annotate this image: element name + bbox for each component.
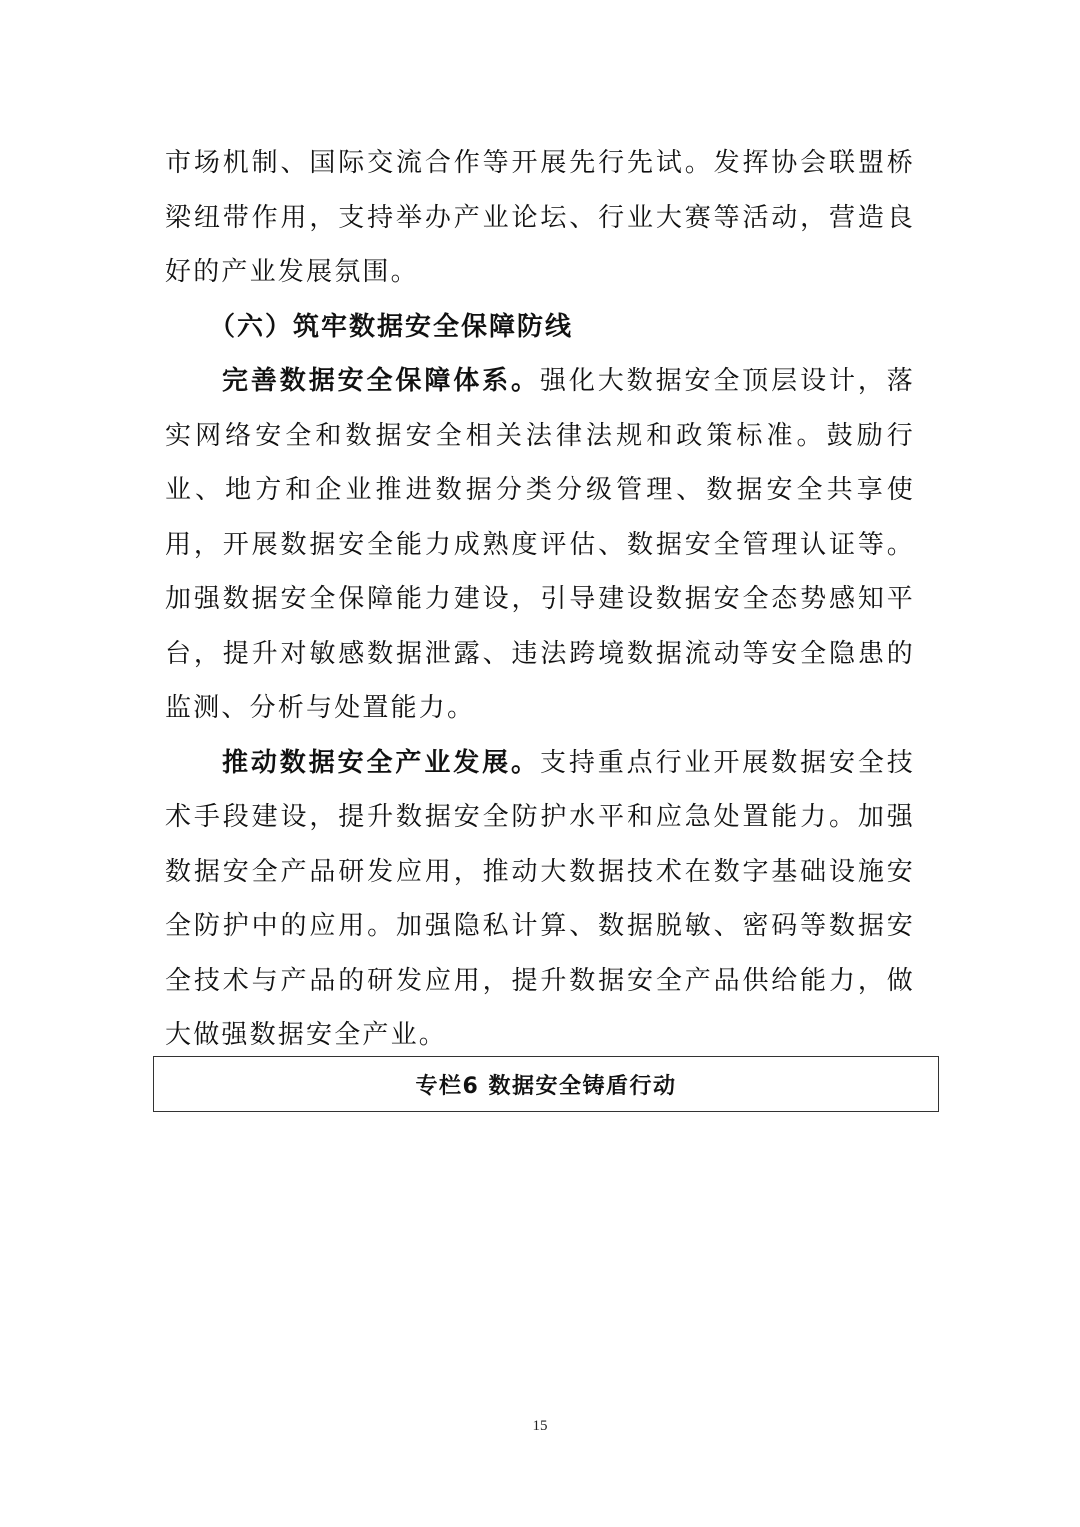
paragraph-data-security-system <box>165 354 915 736</box>
paragraph-body: 强化大数据安全顶层设计，落实网络安全和数据安全相关法律法规和政策标准。鼓励行业、地方和企业推进数据分类分级管理、数据安全共享使用，开展数据安全能力成熟度评估、数据安全管理认证等。加强数据安全保障能力建设，引导建设数据安全态势感知平台，提升对敏感数据泄露、违法跨境数据流动等安全隐患的监测、分析与处置能力。 <box>165 366 915 723</box>
column-box <box>153 1056 939 1112</box>
paragraph-continuation: 市场机制、国际交流合作等开展先行先试。发挥协会联盟桥梁纽带作用，支持举办产业论坛、行业大赛等活动，营造良好的产业发展氛围。 <box>165 148 915 287</box>
paragraph-lead: 推动数据安全产业发展。 <box>222 747 540 778</box>
document-body <box>165 136 915 1063</box>
page-number: 15 <box>532 1418 548 1434</box>
section-heading: （六）筑牢数据安全保障防线 <box>209 311 574 342</box>
paragraph-data-security-industry <box>165 736 915 1063</box>
column-box-title: 专栏6 数据安全铸盾行动 <box>415 1073 677 1099</box>
paragraph-lead: 完善数据安全保障体系。 <box>222 366 540 396</box>
paragraph-body: 支持重点行业开展数据安全技术手段建设，提升数据安全防护水平和应急处置能力。加强数据安全产品研发应用，推动大数据技术在数字基础设施安全防护中的应用。加强隐私计算、数据脱敏、密码等数据安全技术与产品的研发应用，提升数据安全产品供给能力，做大做强数据安全产业。 <box>165 747 915 1050</box>
